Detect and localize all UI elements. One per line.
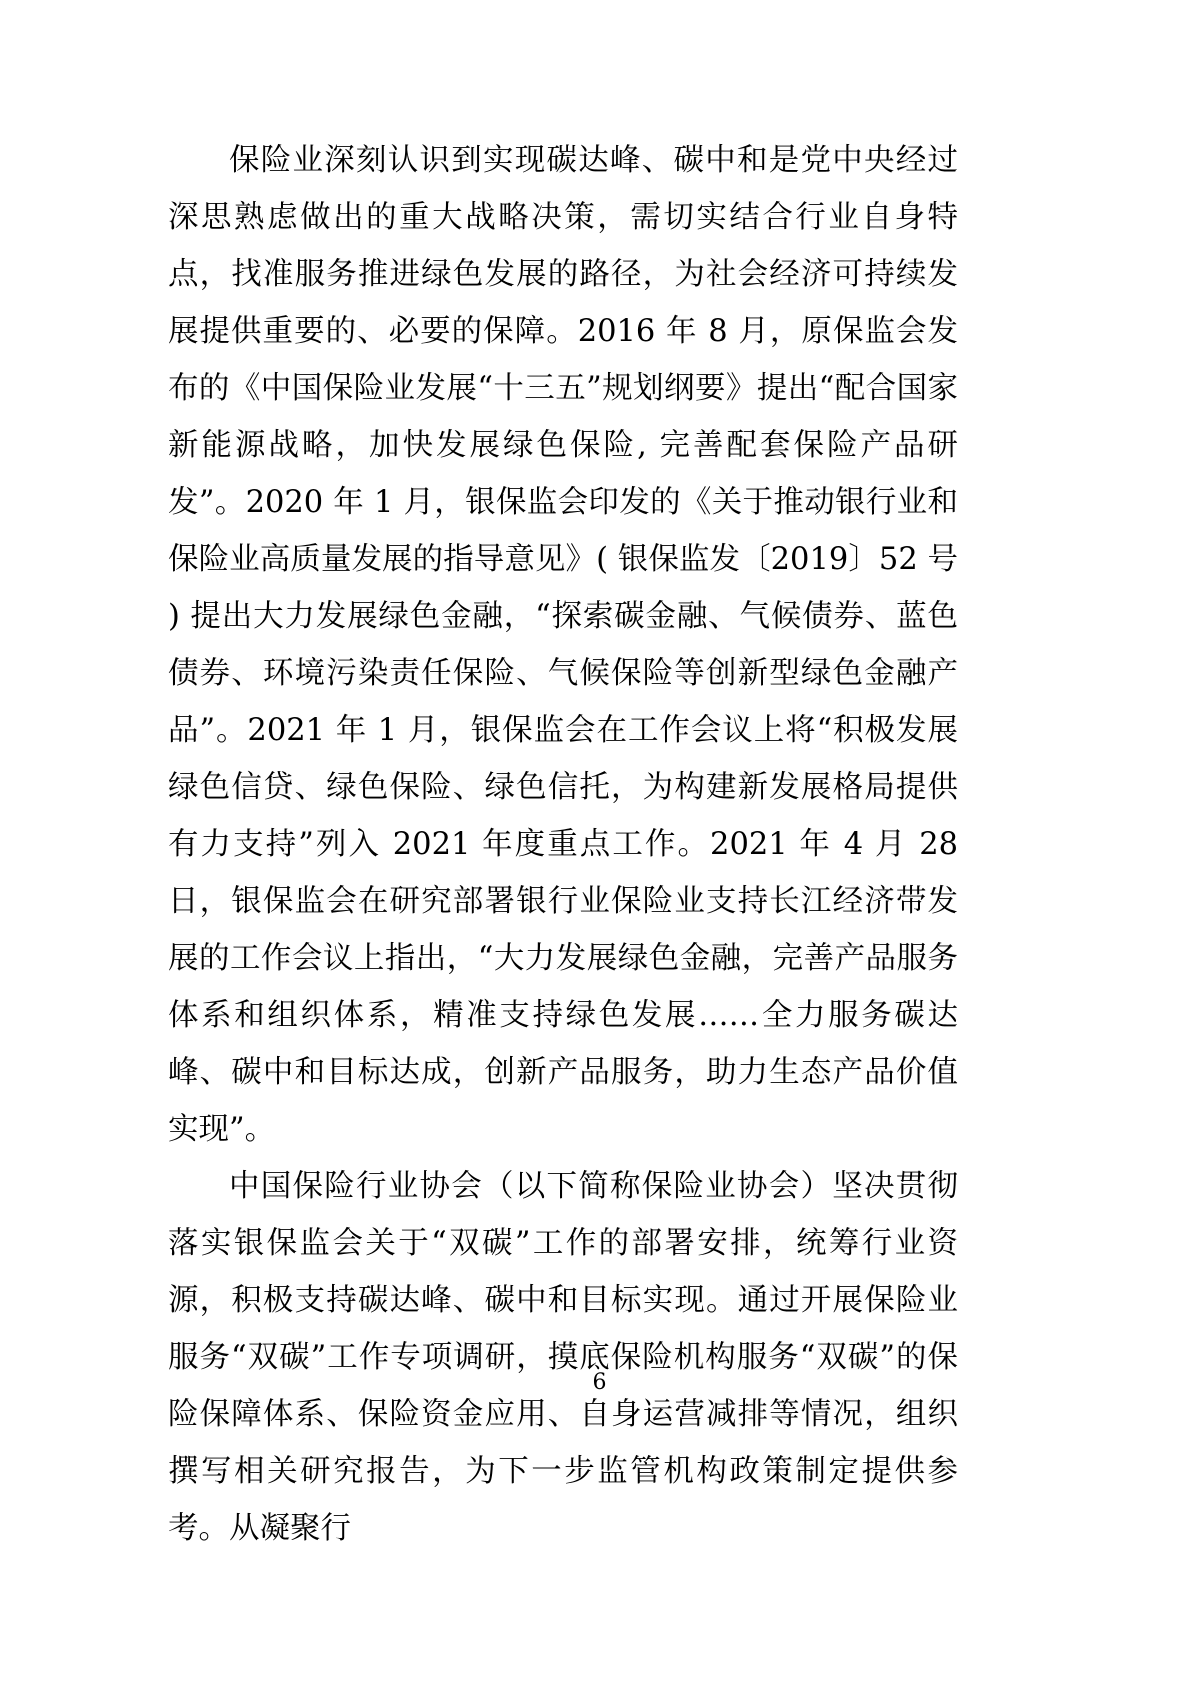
- paragraph-2: 中国保险行业协会（以下简称保险业协会）坚决贯彻落实银保监会关于“双碳”工作的部署安排，统筹行业资源，积极支持碳达峰、碳中和目标实现。通过开展保险业服务“双碳”工作专项调研，摸底保险机构服务“双碳”的保险保障体系、保险资金应用、自身运营减排等情况，组织撰写相关研究报告，为下一步监管机构政策制定提供参考。从凝聚行: [168, 1169, 958, 1546]
- paragraph-1: 保险业深刻认识到实现碳达峰、碳中和是党中央经过深思熟虑做出的重大战略决策，需切实结合行业自身特点，找准服务推进绿色发展的路径，为社会经济可持续发展提供重要的、必要的保障。2016 年 8 月，原保监会发布的《中国保险业发展“十三五”规划纲要》提出“配合国家新能源战略，加快发展绿色保险, 完善配套保险产品研发”。2020 年 1 月，银保监会印发的《关于推动银行业和保险业高质量发展的指导意见》( 银保监发〔2019〕52 号 ) 提出大力发展绿色金融，“探索碳金融、气候债券、蓝色债券、环境污染责任保险、气候保险等创新型绿色金融产品”。2021 年 1 月，银保监会在工作会议上将“积极发展绿色信贷、绿色保险、绿色信托，为构建新发展格局提供有力支持”列入 2021 年度重点工作。2021 年 4 月 28 日，银保监会在研究部署银行业保险业支持长江经济带发展的工作会议上指出，“大力发展绿色金融，完善产品服务体系和组织体系，精准支持绿色发展……全力服务碳达峰、碳中和目标达成，创新产品服务，助力生态产品价值实现”。: [168, 143, 958, 1147]
- page-body: [168, 132, 958, 1557]
- page-number: 6: [592, 1370, 607, 1395]
